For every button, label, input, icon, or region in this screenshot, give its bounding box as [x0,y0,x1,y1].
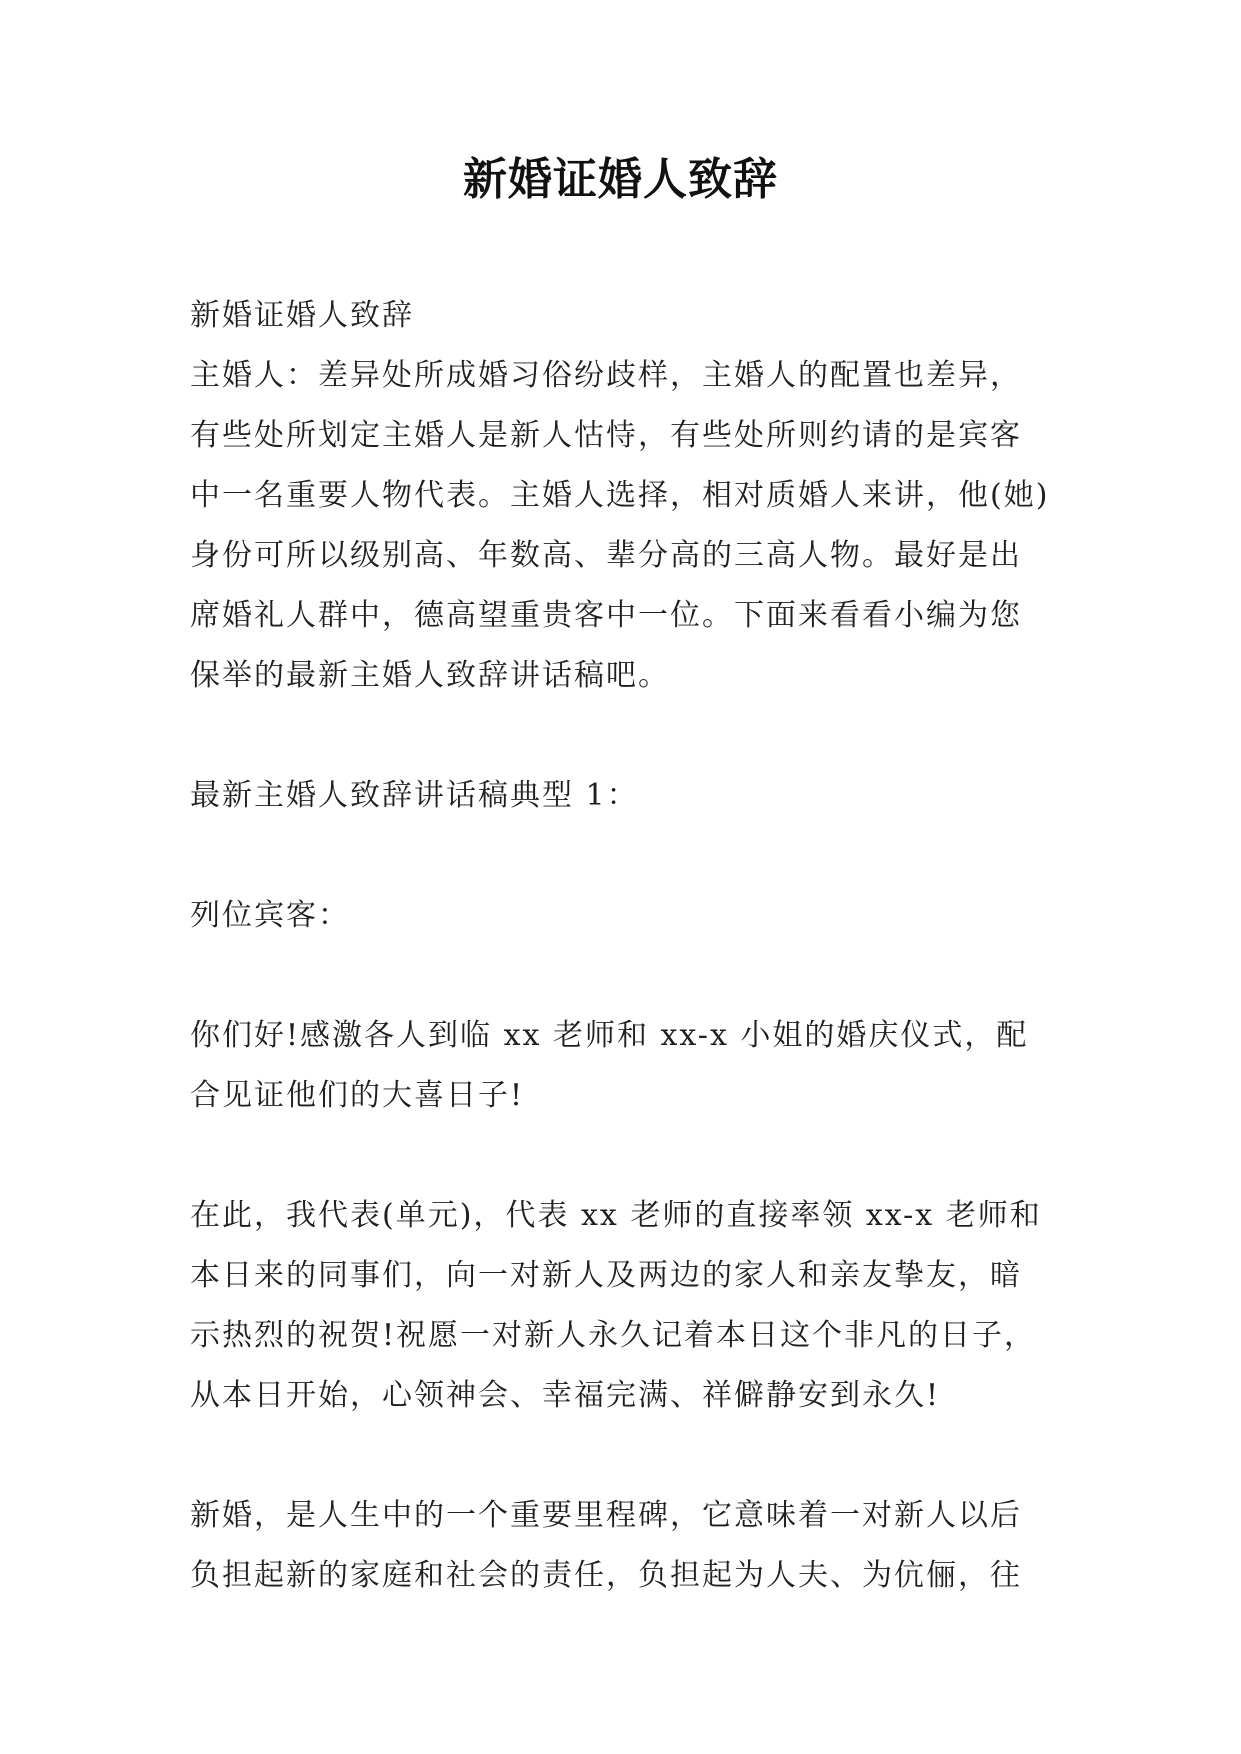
text-line: 中一名重要人物代表。主婚人选择，相对质婚人来讲，他(她) [190,478,1050,513]
paragraph-congratulations [190,1186,1070,1426]
text-line: 身份可所以级别高、年数高、辈分高的三高人物。最好是出 [190,538,1022,573]
text-line: 列位宾客： [190,898,350,933]
paragraph-gap [190,826,1070,886]
paragraph-section-heading [190,766,1070,826]
text-line: 从本日开始，心领神会、幸福完满、祥僻静安到永久! [190,1378,941,1413]
text-line: 本日来的同事们，向一对新人及两边的家人和亲友挚友，暗 [190,1258,1022,1293]
text-line: 合见证他们的大喜日子! [190,1078,525,1113]
document-body [190,286,1070,1606]
text-line: 新婚，是人生中的一个重要里程碑，它意味着一对新人以后 [190,1498,1022,1533]
text-line: 有些处所划定主婚人是新人怙恃，有些处所则约请的是宾客 [190,418,1022,453]
paragraph-gap [190,1126,1070,1186]
text-line: 主婚人：差异处所成婚习俗纷歧样，主婚人的配置也差异， [190,358,1022,393]
paragraph-marriage [190,1486,1070,1606]
document-title: 新婚证婚人致辞 [463,154,778,205]
paragraph-intro [190,346,1070,706]
text-line: 保举的最新主婚人致辞讲话稿吧。 [190,658,670,693]
text-line: 席婚礼人群中，德高望重贵客中一位。下面来看看小编为您 [190,598,1022,633]
paragraph-subtitle [190,286,1070,346]
paragraph-gap [190,1426,1070,1486]
paragraph-salutation [190,886,1070,946]
text-line: 你们好!感激各人到临 xx 老师和 xx-x 小姐的婚庆仪式，配 [190,1018,1029,1053]
paragraph-greeting [190,1006,1070,1126]
paragraph-gap [190,946,1070,1006]
text-line: 在此，我代表(单元)，代表 xx 老师的直接率领 xx-x 老师和 [190,1198,1042,1233]
text-line: 新婚证婚人致辞 [190,298,414,333]
text-line: 负担起新的家庭和社会的责任，负担起为人夫、为伉俪，往 [190,1558,1022,1593]
paragraph-gap [190,706,1070,766]
text-line: 最新主婚人致辞讲话稿典型 1： [190,778,639,813]
text-line: 示热烈的祝贺!祝愿一对新人永久记着本日这个非凡的日子， [190,1318,1037,1353]
